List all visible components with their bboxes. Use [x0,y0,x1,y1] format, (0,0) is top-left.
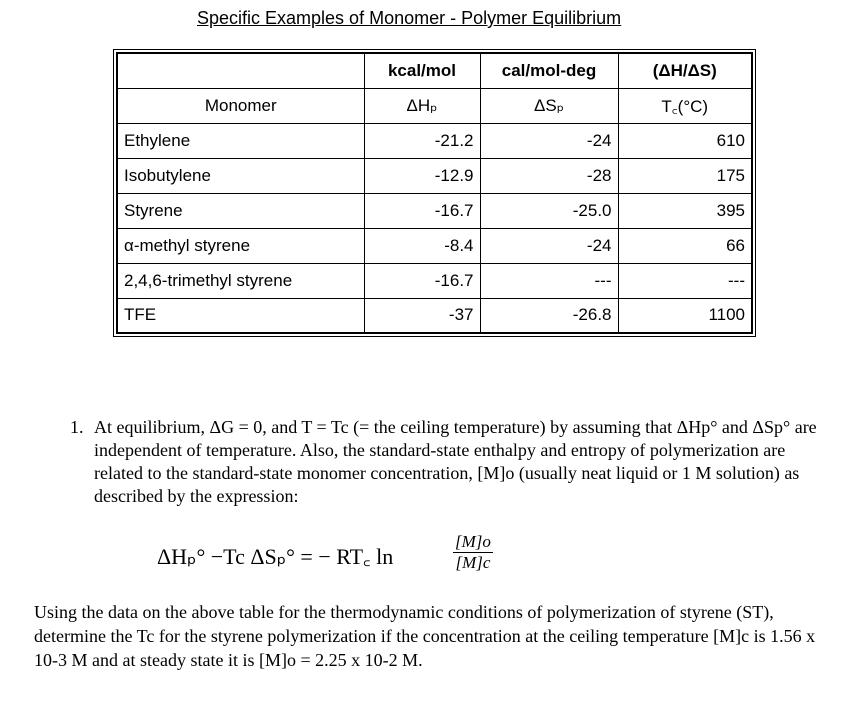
page-title: Specific Examples of Monomer - Polymer Equilibrium [197,8,622,28]
table-row [117,228,752,263]
tc-cell: 1100 [618,298,752,333]
tc-cell: --- [618,263,752,298]
fraction-denominator: [M]c [455,553,491,572]
equilibrium-table-container [116,52,753,334]
header-symbol-cell: ΔHₚ [364,88,480,123]
header-unit-cell: (ΔH/ΔS) [618,53,752,88]
monomer-cell: Styrene [117,193,364,228]
table-row [117,123,752,158]
delta-s-cell: -25.0 [480,193,618,228]
header-unit-cell: cal/mol-deg [480,53,618,88]
header-symbol-cell: Monomer [117,88,364,123]
equilibrium-table [116,52,753,334]
question-text: Using the data on the above table for the thermodynamic conditions of polymerization of styrene (ST), determine the Tc for the styrene polymerization if the concentration at the ceiling temperature [M]c is 1.56 x 10-3 M and at steady state it is [M]o = 2.25 x 10-2 M. [34,602,816,670]
tc-cell: 66 [618,228,752,263]
problem-number: 1. [70,417,84,437]
delta-s-cell: -28 [480,158,618,193]
equation-fraction [453,532,493,573]
table-row [117,158,752,193]
table-row [117,193,752,228]
header-unit-cell: kcal/mol [364,53,480,88]
tc-cell: 175 [618,158,752,193]
fraction-numerator: [M]o [455,532,491,551]
tc-cell: 395 [618,193,752,228]
equation-lhs: ΔHₚ° −Tc ΔSₚ° = − RT꜀ ln [157,544,394,569]
monomer-cell: Ethylene [117,123,364,158]
delta-s-cell: -24 [480,228,618,263]
header-unit-cell [117,53,364,88]
table-row [117,298,752,333]
table-row [117,263,752,298]
monomer-cell: 2,4,6-trimethyl styrene [117,263,364,298]
delta-s-cell: --- [480,263,618,298]
monomer-cell: TFE [117,298,364,333]
delta-h-cell: -16.7 [364,193,480,228]
tc-cell: 610 [618,123,752,158]
table-header-units-row [117,53,752,88]
delta-h-cell: -21.2 [364,123,480,158]
monomer-cell: Isobutylene [117,158,364,193]
delta-h-cell: -37 [364,298,480,333]
delta-s-cell: -24 [480,123,618,158]
table-header-symbols-row [117,88,752,123]
monomer-cell: α-methyl styrene [117,228,364,263]
problem-text: At equilibrium, ΔG = 0, and T = Tc (= the ceiling temperature) by assuming that ΔHp° and ΔSp° are independent of temperature. Also, the standard-state enthalpy and entropy of polymerization are related to the standard-state monomer concentration, [M]o (usually neat liquid or 1 M solution) as described by the expression: [94,417,817,506]
delta-h-cell: -12.9 [364,158,480,193]
delta-s-cell: -26.8 [480,298,618,333]
header-symbol-cell: T꜀(°C) [618,88,752,123]
delta-h-cell: -16.7 [364,263,480,298]
delta-h-cell: -8.4 [364,228,480,263]
header-symbol-cell: ΔSₚ [480,88,618,123]
